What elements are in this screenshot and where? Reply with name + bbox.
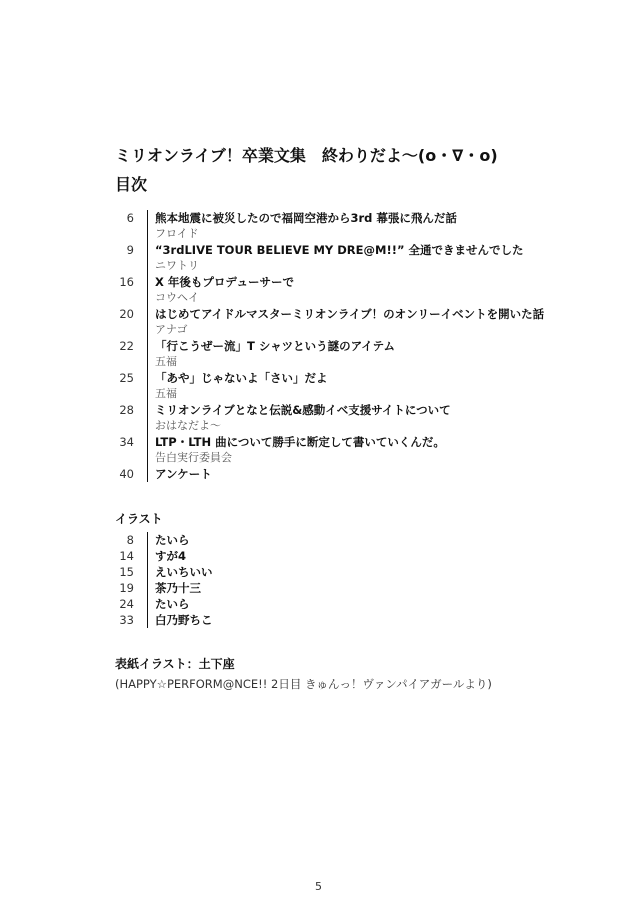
illustrations-list (112, 532, 412, 628)
illustrator-name: たいら (155, 533, 190, 547)
toc-entry (112, 274, 592, 306)
toc-entry (112, 306, 592, 338)
toc-page-number: 22 (112, 338, 148, 370)
toc-entry (112, 402, 592, 434)
cover-illustration-credit: 表紙イラスト：土下座 (115, 657, 235, 671)
toc-entry-author: フロイド (155, 227, 199, 240)
table-of-contents (112, 210, 592, 482)
toc-entry (112, 338, 592, 370)
illustration-entry (112, 548, 412, 564)
illustrator-name: 白乃野ちこ (155, 613, 213, 627)
toc-entry-author: おはなだよ〜 (155, 419, 221, 432)
illustration-entry (112, 564, 412, 580)
toc-entry-title: “3rdLIVE TOUR BELIEVE MY DRE@M!!” 全通できませんでした (155, 243, 524, 257)
toc-entry-title: ミリオンライブとなと伝説&感動イベ支援サイトについて (155, 403, 451, 417)
toc-entry (112, 242, 592, 274)
toc-entry-title: 「行こうぜー流」T シャツという謎のアイテム (155, 339, 396, 353)
document-title: ミリオンライブ！卒業文集 終わりだよ〜(o・∇・o) (115, 146, 498, 165)
illustration-page-number: 8 (112, 532, 148, 548)
illustrations-heading: イラスト (115, 512, 163, 526)
toc-page-number: 28 (112, 402, 148, 434)
toc-page-number: 34 (112, 434, 148, 466)
toc-entry-author: ニワトリ (155, 259, 199, 272)
illustrator-name: 茶乃十三 (155, 581, 201, 595)
illustration-entry (112, 612, 412, 628)
toc-entry-author: コウヘイ (155, 291, 199, 304)
toc-entry-author: アナゴ (155, 323, 188, 336)
toc-page-number: 40 (112, 466, 148, 482)
toc-entry-author: 五福 (155, 355, 177, 368)
toc-page-number: 6 (112, 210, 148, 242)
toc-entry (112, 466, 592, 482)
illustrator-name: すが4 (155, 549, 187, 563)
illustration-page-number: 33 (112, 612, 148, 628)
toc-entry-author: 五福 (155, 387, 177, 400)
toc-page-number: 16 (112, 274, 148, 306)
toc-entry (112, 370, 592, 402)
illustration-page-number: 15 (112, 564, 148, 580)
toc-entry-title: LTP・LTH 曲について勝手に断定して書いていくんだ。 (155, 435, 445, 449)
toc-page-number: 20 (112, 306, 148, 338)
illustration-page-number: 14 (112, 548, 148, 564)
toc-entry (112, 434, 592, 466)
cover-illustration-source: (HAPPY☆PERFORM@NCE!! 2日目 きゅんっ！ヴァンパイアガールより) (115, 677, 492, 691)
illustration-entry (112, 596, 412, 612)
toc-page-number: 25 (112, 370, 148, 402)
toc-entry (112, 210, 592, 242)
illustrator-name: えいちいい (155, 565, 213, 579)
toc-entry-title: はじめてアイドルマスターミリオンライブ！のオンリーイベントを開いた話 (155, 307, 545, 321)
illustration-page-number: 19 (112, 580, 148, 596)
toc-heading: 目次 (115, 175, 148, 194)
illustration-entry (112, 580, 412, 596)
toc-entry-author: 告白実行委員会 (155, 451, 232, 464)
illustrator-name: たいら (155, 597, 190, 611)
illustration-page-number: 24 (112, 596, 148, 612)
toc-entry-title: 「あや」じゃないよ「さい」だよ (155, 371, 328, 385)
toc-page-number: 9 (112, 242, 148, 274)
illustration-entry (112, 532, 412, 548)
page-number: 5 (315, 880, 322, 893)
toc-entry-title: アンケート (155, 467, 212, 481)
toc-entry-title: X 年後もプロデューサーで (155, 275, 295, 289)
toc-entry-title: 熊本地震に被災したので福岡空港から3rd 幕張に飛んだ話 (155, 211, 457, 225)
